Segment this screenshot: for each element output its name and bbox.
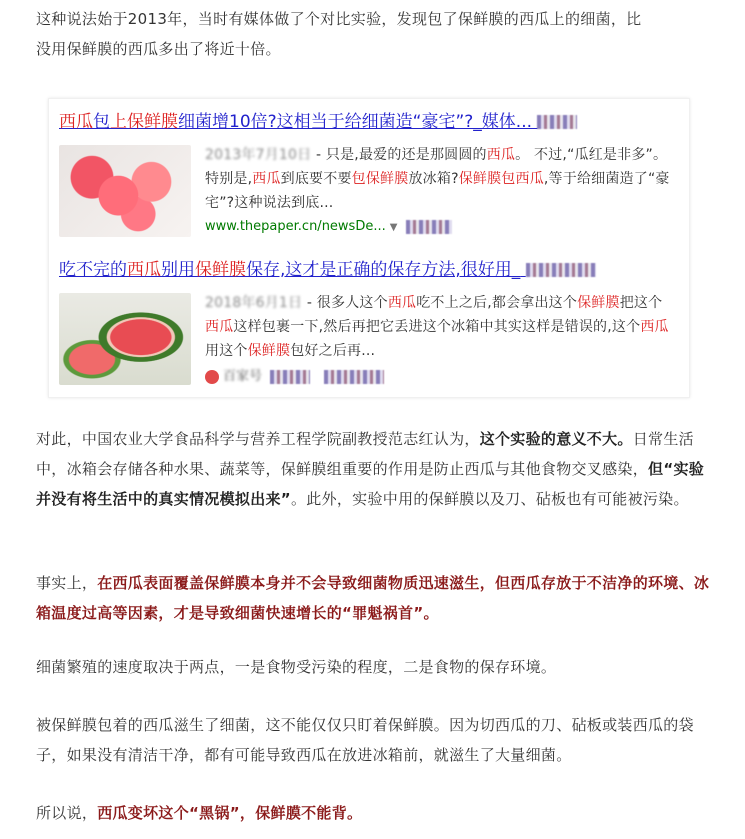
paragraph-expert-opinion: 对此，中国农业大学食品科学与营养工程学院副教授范志红认为，这个实验的意义不大。日常生活中，冰箱会存储各种水果、蔬菜等，保鲜膜组重要的作用是防止西瓜与其他食物交叉感染，但“实验并没有将生活中的真实情况模拟出来”。此外，实验中用的保鲜膜以及刀、砧板也有可能被污染。 bbox=[36, 430, 705, 508]
blurred-snapshot-link bbox=[324, 370, 384, 384]
paragraph-summary: 所以说，西瓜变坏这个“黑锅”，保鲜膜不能背。 bbox=[36, 804, 363, 822]
watermelon-half-image bbox=[59, 293, 191, 385]
blurred-cache-link bbox=[406, 220, 452, 234]
bold-quote: 但“实验并没有将生活中的真实情况模拟出来” bbox=[36, 460, 705, 508]
highlighted-conclusion: 在西瓜表面覆盖保鲜膜本身并不会导致细菌物质迅速滋生，但西瓜存放于不洁净的环境、冰箱温度过高等因素，才是导致细菌快速增长的“罪魁祸首”。 bbox=[36, 574, 710, 622]
watermelon-pieces-image bbox=[59, 145, 191, 237]
chevron-down-icon[interactable]: ▼ bbox=[389, 222, 398, 233]
result-1-snippet: 2013年7月10日 - 只是,最爱的还是那圆圆的西瓜。 不过,“瓜红是非多”。特别是,西瓜到底要不要包保鲜膜放冰箱?保鲜膜包西瓜,等于给细菌造了“豪宅”?这种说法到底... bbox=[205, 147, 670, 211]
intro-line-1: 这种说法始于2013年，当时有媒体做了个对比实验，发现包了保鲜膜的西瓜上的细菌，比 bbox=[36, 10, 642, 28]
search-results-screenshot bbox=[48, 98, 690, 398]
result-2-snippet: 2018年6月1日 - 很多人这个西瓜吃不上之后,都会拿出这个保鲜膜把这个西瓜这样包裹一下,然后再把它丢进这个冰箱中其实这样是错误的,这个西瓜用这个保鲜膜包好之后再... bbox=[205, 295, 669, 359]
paragraph-contamination-sources: 被保鲜膜包着的西瓜滋生了细菌，这不能仅仅只盯着保鲜膜。因为切西瓜的刀、砧板或装西瓜的袋子，如果没有清洁干净，都有可能导致西瓜在放进冰箱前，就滋生了大量细菌。 bbox=[36, 716, 694, 764]
intro-line-2: 没用保鲜膜的西瓜多出了将近十倍。 bbox=[36, 40, 281, 58]
blurred-author-label bbox=[270, 370, 310, 384]
blurred-source-label bbox=[526, 263, 596, 277]
result-1-title-link[interactable]: 西瓜包上保鲜膜细菌增10倍?这相当于给细菌造“豪宅”?_媒体... bbox=[59, 111, 577, 133]
result-1-url[interactable]: www.thepaper.cn/newsDe... ▼ bbox=[205, 219, 452, 234]
paragraph-fact: 事实上，在西瓜表面覆盖保鲜膜本身并不会导致细菌物质迅速滋生，但西瓜存放于不洁净的环境、冰箱温度过高等因素，才是导致细菌快速增长的“罪魁祸首”。 bbox=[36, 574, 710, 622]
blurred-source-label bbox=[537, 115, 577, 129]
highlighted-summary: 西瓜变坏这个“黑锅”，保鲜膜不能背。 bbox=[97, 804, 363, 822]
result-2-source[interactable]: 百家号 bbox=[205, 365, 384, 384]
intro-paragraph bbox=[36, 4, 716, 64]
paragraph-bacteria-factors: 细菌繁殖的速度取决于两点，一是食物受污染的程度，二是食物的保存环境。 bbox=[36, 658, 557, 676]
bold-text: 这个实验的意义不大。 bbox=[479, 430, 633, 448]
result-2-title-link[interactable]: 吃不完的西瓜别用保鲜膜保存,这才是正确的保存方法,很好用_ bbox=[59, 259, 596, 281]
baidu-paw-icon bbox=[205, 370, 219, 384]
